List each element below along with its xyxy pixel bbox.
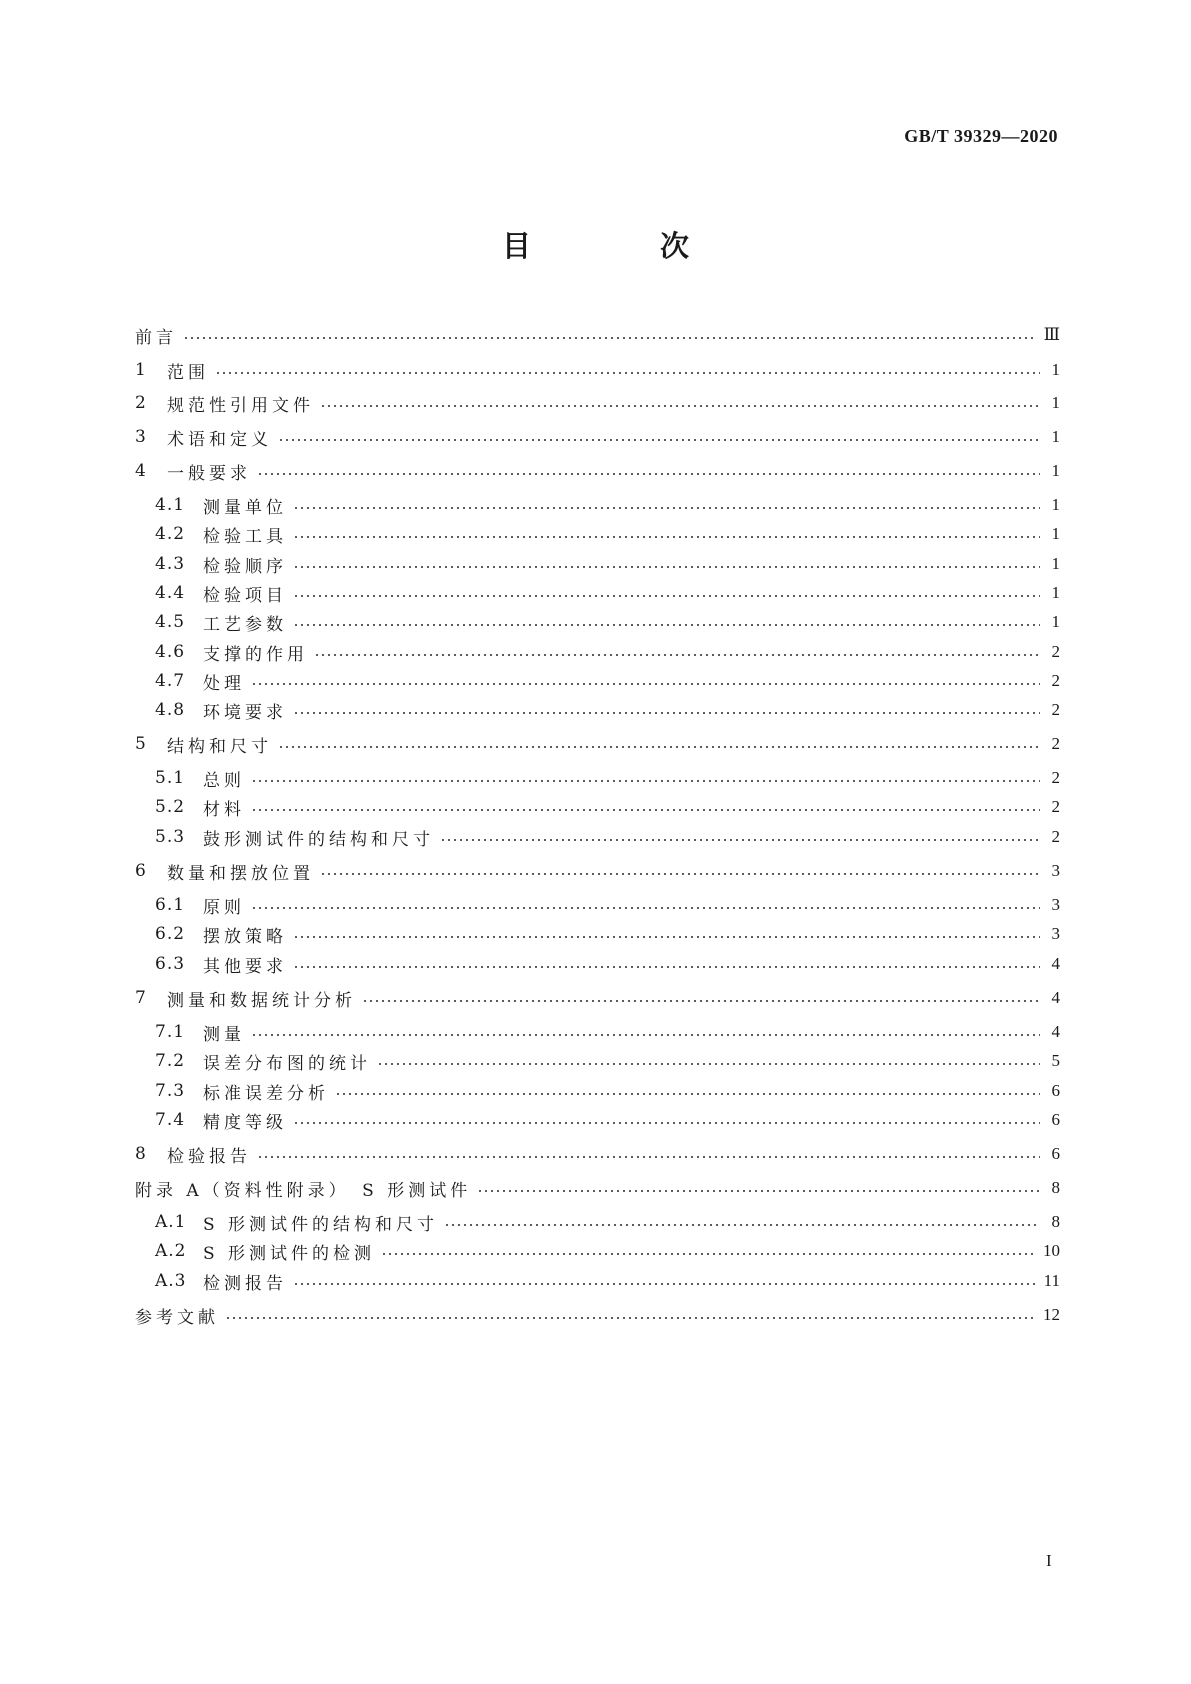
toc-entry-page: 3 xyxy=(1051,924,1060,943)
toc-entry-number: 2 xyxy=(135,393,147,413)
toc-entry-page: 2 xyxy=(1051,734,1060,753)
toc-entry[interactable] xyxy=(135,1268,1060,1294)
toc-entry[interactable] xyxy=(135,458,1060,484)
toc-entry-number: 4.6 xyxy=(155,642,186,662)
toc-entry-label: 规范性引用文件 xyxy=(167,395,314,416)
toc-entry[interactable] xyxy=(135,357,1060,383)
toc-entry[interactable] xyxy=(135,1175,1060,1201)
toc-entry[interactable] xyxy=(135,697,1060,723)
toc-entry-number: 5.2 xyxy=(155,797,186,817)
toc-entry[interactable] xyxy=(135,551,1060,577)
toc-entry[interactable] xyxy=(135,1019,1060,1045)
toc-entry-number: 6.3 xyxy=(155,954,186,974)
toc-dot-leader xyxy=(377,1062,1040,1066)
toc-dot-leader xyxy=(320,872,1040,876)
toc-dot-leader xyxy=(293,623,1040,627)
toc-dot-leader xyxy=(278,438,1040,442)
toc-entry-page: 1 xyxy=(1051,583,1060,602)
toc-entry-page: 2 xyxy=(1051,700,1060,719)
toc-entry-number: 7.3 xyxy=(155,1081,186,1101)
toc-dot-leader xyxy=(251,906,1040,910)
toc-dot-leader xyxy=(293,935,1040,939)
toc-entry-label: 标准误差分析 xyxy=(203,1083,329,1104)
toc-dot-leader xyxy=(314,653,1040,657)
toc-entry-page: 6 xyxy=(1051,1144,1060,1163)
table-of-contents xyxy=(135,322,1060,1402)
toc-entry-label: 测量单位 xyxy=(203,497,287,518)
toc-entry[interactable] xyxy=(135,668,1060,694)
page-number: I xyxy=(1046,1551,1052,1570)
toc-entry-number: 6 xyxy=(135,861,147,881)
toc-entry-number: 7.2 xyxy=(155,1051,186,1071)
toc-entry-number: 4.7 xyxy=(155,671,186,691)
toc-entry-number: 7.1 xyxy=(155,1022,186,1042)
toc-dot-leader xyxy=(257,1155,1040,1159)
toc-dot-leader xyxy=(251,682,1040,686)
toc-entry-label: 检验项目 xyxy=(203,585,287,606)
toc-entry[interactable] xyxy=(135,1078,1060,1104)
toc-entry-label: 材料 xyxy=(203,799,245,820)
toc-entry[interactable] xyxy=(135,492,1060,518)
toc-entry-page: 6 xyxy=(1051,1110,1060,1129)
toc-entry[interactable] xyxy=(135,951,1060,977)
toc-entry[interactable] xyxy=(135,1209,1060,1235)
toc-dot-leader xyxy=(293,565,1040,569)
toc-entry[interactable] xyxy=(135,824,1060,850)
toc-dot-leader xyxy=(183,336,1036,340)
toc-entry-page: 4 xyxy=(1051,954,1060,973)
toc-entry[interactable] xyxy=(135,921,1060,947)
toc-entry-number: 7 xyxy=(135,988,147,1008)
toc-entry-page: 8 xyxy=(1051,1178,1060,1197)
toc-dot-leader xyxy=(477,1189,1040,1193)
toc-dot-leader xyxy=(257,472,1040,476)
toc-entry[interactable] xyxy=(135,892,1060,918)
toc-entry-page: 1 xyxy=(1051,360,1060,379)
toc-dot-leader xyxy=(362,999,1040,1003)
toc-entry-label: 环境要求 xyxy=(203,702,287,723)
toc-entry-number: 4.3 xyxy=(155,554,186,574)
toc-entry-number: 5.3 xyxy=(155,827,186,847)
toc-entry-label: 数量和摆放位置 xyxy=(167,863,314,884)
toc-dot-leader xyxy=(251,808,1040,812)
toc-dot-leader xyxy=(293,535,1040,539)
toc-dot-leader xyxy=(293,506,1040,510)
toc-entry[interactable] xyxy=(135,765,1060,791)
toc-entry-number: 4.5 xyxy=(155,612,186,632)
toc-entry-label: 一般要求 xyxy=(167,463,251,484)
toc-dot-leader xyxy=(293,1121,1040,1125)
toc-entry-label: S 形测试件的结构和尺寸 xyxy=(203,1214,439,1235)
toc-entry[interactable] xyxy=(135,985,1060,1011)
toc-entry-label: 结构和尺寸 xyxy=(167,736,272,757)
toc-entry[interactable] xyxy=(135,322,1060,348)
toc-entry-number: 8 xyxy=(135,1144,147,1164)
toc-entry-label: 处理 xyxy=(203,673,245,694)
toc-dot-leader xyxy=(444,1223,1040,1227)
toc-entry-label: 检验顺序 xyxy=(203,556,287,577)
toc-entry-label: 术语和定义 xyxy=(167,429,272,450)
toc-entry-page: 2 xyxy=(1051,642,1060,661)
standard-number: GB/T 39329—2020 xyxy=(904,126,1058,146)
toc-entry-label: 参考文献 xyxy=(135,1307,219,1328)
toc-entry-number: 6.1 xyxy=(155,895,186,915)
toc-entry-page: 1 xyxy=(1051,495,1060,514)
toc-entry-page: 4 xyxy=(1051,1022,1060,1041)
toc-entry[interactable] xyxy=(135,858,1060,884)
toc-entry-page: 1 xyxy=(1051,427,1060,446)
toc-entry-page: 10 xyxy=(1043,1241,1060,1260)
toc-entry[interactable] xyxy=(135,1107,1060,1133)
toc-dot-leader xyxy=(293,594,1040,598)
toc-entry[interactable] xyxy=(135,1238,1060,1264)
toc-entry[interactable] xyxy=(135,794,1060,820)
toc-entry-number: A.1 xyxy=(155,1212,187,1232)
toc-entry-page: 3 xyxy=(1051,895,1060,914)
toc-entry-number: 6.2 xyxy=(155,924,186,944)
toc-entry-number: 4.4 xyxy=(155,583,186,603)
toc-entry-label: 附录 A（资料性附录） S 形测试件 xyxy=(135,1180,472,1201)
toc-entry-number: 4.8 xyxy=(155,700,186,720)
toc-entry-label: 测量 xyxy=(203,1024,245,1045)
toc-entry[interactable] xyxy=(135,1141,1060,1167)
toc-entry-number: 5 xyxy=(135,734,147,754)
toc-entry-number: 4.2 xyxy=(155,524,186,544)
toc-entry-page: 1 xyxy=(1051,612,1060,631)
toc-dot-leader xyxy=(225,1316,1035,1320)
toc-entry[interactable] xyxy=(135,1302,1060,1328)
toc-entry[interactable] xyxy=(135,609,1060,635)
toc-entry[interactable] xyxy=(135,521,1060,547)
toc-entry-page: 2 xyxy=(1051,671,1060,690)
toc-entry-label: 鼓形测试件的结构和尺寸 xyxy=(203,829,434,850)
toc-entry-page: 1 xyxy=(1051,554,1060,573)
toc-entry-label: 测量和数据统计分析 xyxy=(167,990,356,1011)
toc-dot-leader xyxy=(215,371,1040,375)
page-title: 目 次 xyxy=(501,229,739,263)
toc-dot-leader xyxy=(251,779,1040,783)
toc-entry-label: 范围 xyxy=(167,362,209,383)
toc-entry-page: 3 xyxy=(1051,861,1060,880)
toc-entry[interactable] xyxy=(135,424,1060,450)
toc-entry-page: 2 xyxy=(1051,827,1060,846)
toc-entry-label: 其他要求 xyxy=(203,956,287,977)
toc-entry-label: 检验报告 xyxy=(167,1146,251,1167)
toc-entry-page: 5 xyxy=(1051,1051,1060,1070)
toc-entry-page: 1 xyxy=(1051,524,1060,543)
toc-entry-number: 4 xyxy=(135,461,147,481)
toc-entry-label: 误差分布图的统计 xyxy=(203,1053,371,1074)
toc-entry-page: 12 xyxy=(1043,1305,1060,1324)
toc-entry-label: 精度等级 xyxy=(203,1112,287,1133)
toc-dot-leader xyxy=(251,1033,1040,1037)
toc-entry-page: 4 xyxy=(1051,988,1060,1007)
toc-entry-label: 原则 xyxy=(203,897,245,918)
toc-entry[interactable] xyxy=(135,731,1060,757)
toc-entry[interactable] xyxy=(135,580,1060,606)
toc-entry-label: 支撑的作用 xyxy=(203,644,308,665)
toc-entry-label: 检测报告 xyxy=(203,1273,287,1294)
toc-entry-page: Ⅲ xyxy=(1043,325,1060,344)
toc-entry-page: 6 xyxy=(1051,1081,1060,1100)
toc-entry-page: 11 xyxy=(1043,1271,1060,1290)
toc-entry-number: 3 xyxy=(135,427,147,447)
toc-entry[interactable] xyxy=(135,1048,1060,1074)
toc-entry-number: 1 xyxy=(135,360,147,380)
toc-entry-number: 7.4 xyxy=(155,1110,186,1130)
toc-entry-label: 工艺参数 xyxy=(203,614,287,635)
toc-entry-page: 2 xyxy=(1051,797,1060,816)
toc-entry-number: 4.1 xyxy=(155,495,186,515)
toc-dot-leader xyxy=(381,1252,1035,1256)
toc-dot-leader xyxy=(335,1092,1040,1096)
toc-dot-leader xyxy=(320,404,1040,408)
toc-entry-label: 检验工具 xyxy=(203,526,287,547)
toc-entry-label: S 形测试件的检测 xyxy=(203,1243,376,1264)
toc-entry-number: 5.1 xyxy=(155,768,186,788)
toc-dot-leader xyxy=(440,838,1040,842)
toc-dot-leader xyxy=(293,711,1040,715)
toc-dot-leader xyxy=(293,1282,1036,1286)
toc-entry[interactable] xyxy=(135,390,1060,416)
toc-entry[interactable] xyxy=(135,639,1060,665)
toc-entry-number: A.2 xyxy=(155,1241,187,1261)
toc-entry-page: 1 xyxy=(1051,461,1060,480)
toc-entry-page: 2 xyxy=(1051,768,1060,787)
toc-entry-label: 前言 xyxy=(135,327,177,348)
toc-entry-number: A.3 xyxy=(155,1271,187,1291)
toc-entry-label: 总则 xyxy=(203,770,245,791)
toc-entry-page: 1 xyxy=(1051,393,1060,412)
toc-entry-label: 摆放策略 xyxy=(203,926,287,947)
toc-entry-page: 8 xyxy=(1051,1212,1060,1231)
toc-dot-leader xyxy=(293,965,1040,969)
toc-dot-leader xyxy=(278,745,1040,749)
